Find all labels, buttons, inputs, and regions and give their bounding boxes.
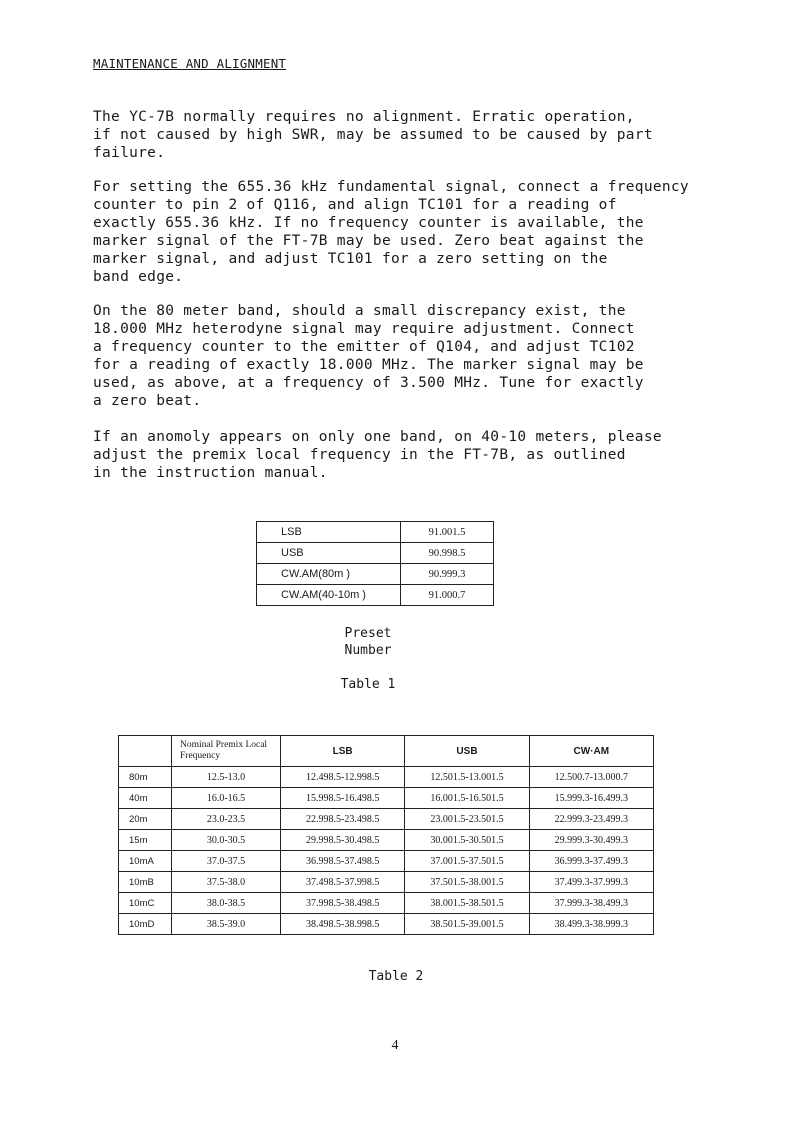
table-row xyxy=(119,830,654,851)
cell-usb: 38.501.5-39.001.5 xyxy=(405,914,529,935)
cell-usb: 37.501.5-38.001.5 xyxy=(405,872,529,893)
table1-mode: CW.AM(80m ) xyxy=(257,564,401,585)
cell-cw-am: 37.999.3-38.499.3 xyxy=(529,893,653,914)
header-usb: USB xyxy=(405,736,529,767)
cell-lsb: 29.998.5-30.498.5 xyxy=(281,830,405,851)
table-row xyxy=(119,767,654,788)
table1-title: Table 1 xyxy=(340,677,396,692)
cell-nominal: 37.5-38.0 xyxy=(172,872,281,893)
preset-number-table xyxy=(256,521,494,606)
paragraph-anomoly: If an anomoly appears on only one band, on 40-10 meters, please adjust the premix local frequency in the FT-7B, as outlined in the instruction manual. xyxy=(93,429,662,481)
cell-lsb: 38.498.5-38.998.5 xyxy=(281,914,405,935)
header-band xyxy=(119,736,172,767)
cell-band: 10mD xyxy=(119,914,172,935)
header-lsb: LSB xyxy=(281,736,405,767)
table-row xyxy=(119,809,654,830)
cell-cw-am: 29.999.3-30.499.3 xyxy=(529,830,653,851)
cell-lsb: 36.998.5-37.498.5 xyxy=(281,851,405,872)
cell-lsb: 12.498.5-12.998.5 xyxy=(281,767,405,788)
cell-band: 40m xyxy=(119,788,172,809)
cell-usb: 12.501.5-13.001.5 xyxy=(405,767,529,788)
cell-lsb: 37.998.5-38.498.5 xyxy=(281,893,405,914)
cell-cw-am: 22.999.3-23.499.3 xyxy=(529,809,653,830)
cell-cw-am: 12.500.7-13.000.7 xyxy=(529,767,653,788)
cell-nominal: 37.0-37.5 xyxy=(172,851,281,872)
table1-mode: LSB xyxy=(257,522,401,543)
table-row xyxy=(257,564,494,585)
table-row xyxy=(257,543,494,564)
table1-caption xyxy=(298,625,438,659)
paragraph-80m-band: On the 80 meter band, should a small discrepancy exist, the 18.000 MHz heterodyne signal may require adjustment. Connect a frequency counter to the emitter of Q104, and adjust TC102 for a reading of exactly 18.000 MHz. The marker signal may be used, as above, at a frequency of 3.500 MHz. Tune for exactly a zero beat. xyxy=(93,303,644,409)
table-header-row xyxy=(119,736,654,767)
page-heading: MAINTENANCE AND ALIGNMENT xyxy=(93,56,287,71)
cell-nominal: 38.0-38.5 xyxy=(172,893,281,914)
cell-cw-am: 36.999.3-37.499.3 xyxy=(529,851,653,872)
cell-nominal: 16.0-16.5 xyxy=(172,788,281,809)
cell-nominal: 38.5-39.0 xyxy=(172,914,281,935)
cell-cw-am: 15.999.3-16.499.3 xyxy=(529,788,653,809)
table-row xyxy=(119,893,654,914)
cell-nominal: 12.5-13.0 xyxy=(172,767,281,788)
table-row xyxy=(257,522,494,543)
table-row xyxy=(257,585,494,606)
table1-value: 91.001.5 xyxy=(401,522,494,543)
table2-title: Table 2 xyxy=(368,969,424,984)
cell-usb: 38.001.5-38.501.5 xyxy=(405,893,529,914)
header-cw-am: CW·AM xyxy=(529,736,653,767)
cell-usb: 30.001.5-30.501.5 xyxy=(405,830,529,851)
cell-lsb: 15.998.5-16.498.5 xyxy=(281,788,405,809)
table-row xyxy=(119,914,654,935)
cell-band: 10mB xyxy=(119,872,172,893)
table1-value: 90.998.5 xyxy=(401,543,494,564)
cell-band: 15m xyxy=(119,830,172,851)
caption-preset: Preset xyxy=(344,626,392,641)
table1-mode: CW.AM(40-10m ) xyxy=(257,585,401,606)
table-row xyxy=(119,851,654,872)
header-nominal: Nominal Premix Local Frequency xyxy=(172,736,281,767)
cell-band: 10mC xyxy=(119,893,172,914)
cell-nominal: 30.0-30.5 xyxy=(172,830,281,851)
cell-usb: 16.001.5-16.501.5 xyxy=(405,788,529,809)
table-row xyxy=(119,788,654,809)
cell-lsb: 22.998.5-23.498.5 xyxy=(281,809,405,830)
cell-usb: 23.001.5-23.501.5 xyxy=(405,809,529,830)
caption-number: Number xyxy=(344,643,392,658)
cell-band: 10mA xyxy=(119,851,172,872)
table1-mode: USB xyxy=(257,543,401,564)
cell-usb: 37.001.5-37.501.5 xyxy=(405,851,529,872)
cell-nominal: 23.0-23.5 xyxy=(172,809,281,830)
premix-frequency-table xyxy=(118,735,654,935)
table1-value: 91.000.7 xyxy=(401,585,494,606)
cell-band: 80m xyxy=(119,767,172,788)
table-row xyxy=(119,872,654,893)
paragraph-alignment-intro: The YC-7B normally requires no alignment. Erratic operation, if not caused by high SWR, may be assumed to be caused by part failure. xyxy=(93,109,653,161)
table1-value: 90.999.3 xyxy=(401,564,494,585)
page-number: 4 xyxy=(391,1038,399,1053)
cell-band: 20m xyxy=(119,809,172,830)
cell-cw-am: 37.499.3-37.999.3 xyxy=(529,872,653,893)
cell-lsb: 37.498.5-37.998.5 xyxy=(281,872,405,893)
cell-cw-am: 38.499.3-38.999.3 xyxy=(529,914,653,935)
paragraph-fundamental-signal: For setting the 655.36 kHz fundamental signal, connect a frequency counter to pin 2 of Q116, and align TC101 for a reading of exactly 655.36 kHz. If no frequency counter is available, the marker signal of the FT-7B may be used. Zero beat against the marker signal, and adjust TC101 for a zero setting on the band edge. xyxy=(93,179,689,285)
